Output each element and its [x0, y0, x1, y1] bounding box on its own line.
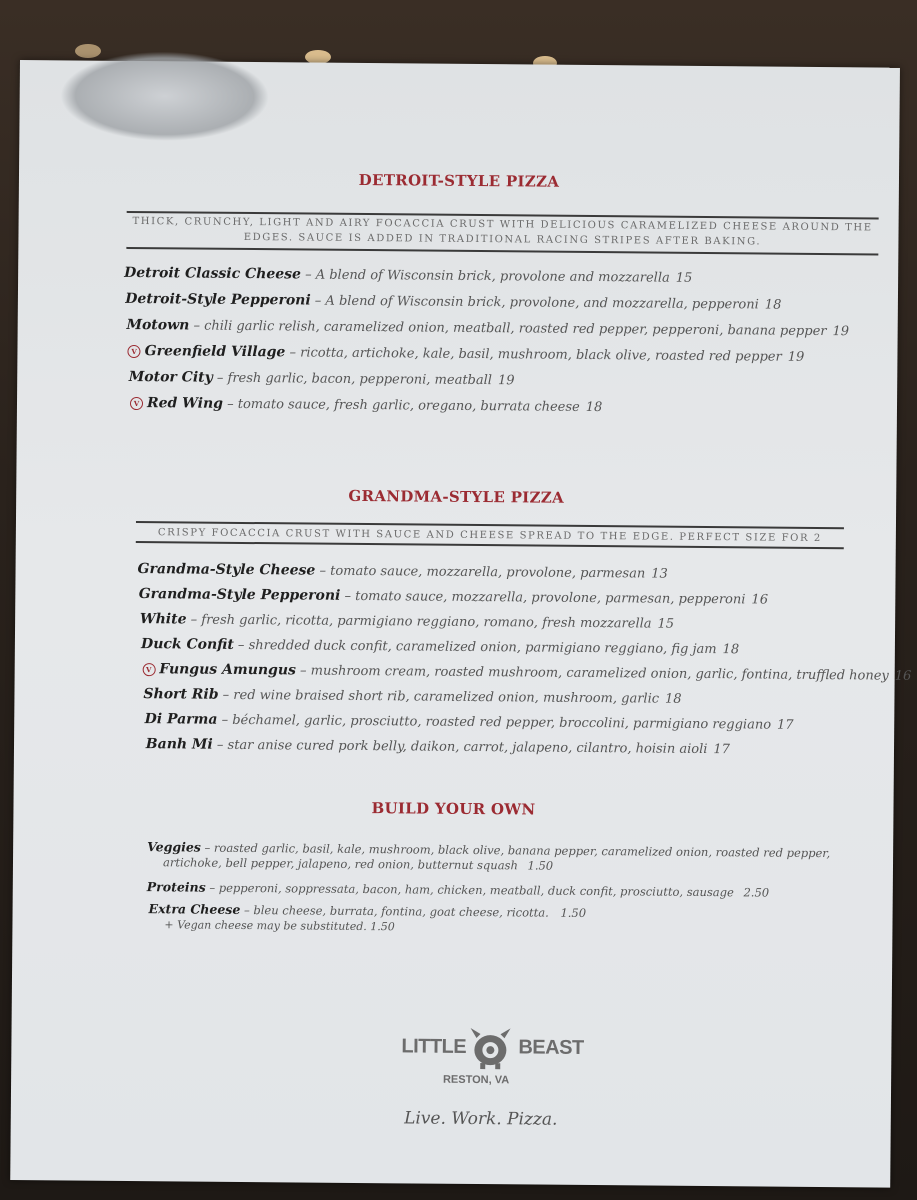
grandma-menu-item [143, 686, 681, 707]
item-price: 18 [722, 642, 740, 658]
veggies-name: Veggies [147, 839, 201, 855]
logo-text-little: LITTLE [401, 1035, 467, 1058]
extra-cheese-name: Extra Cheese [148, 901, 241, 917]
item-name: Fungus Amungus [159, 661, 297, 679]
grandma-section-title: GRANDMA-STYLE PIZZA [348, 486, 565, 507]
slogan: Live. Work. Pizza. [404, 1108, 558, 1130]
detroit-section-title: DETROIT-STYLE PIZZA [358, 170, 560, 191]
item-name: Motor City [128, 368, 213, 386]
grandma-menu-item [139, 586, 768, 607]
glass-glare [59, 50, 270, 142]
item-price: 17 [777, 717, 794, 733]
item-description: – tomato sauce, mozzarella, provolone, parmesan [319, 563, 646, 582]
item-description: – mushroom cream, roasted mushroom, caramelized onion, garlic, fontina, truffled honey [300, 663, 889, 684]
item-price: 16 [894, 668, 912, 684]
ceiling-light-3 [75, 44, 101, 58]
detroit-menu-item [126, 317, 849, 339]
item-name: Banh Mi [145, 736, 213, 753]
menu-sheet [10, 60, 912, 1188]
item-description: – A blend of Wisconsin brick, provolone and mozzarella [305, 267, 670, 286]
item-name: Red Wing [146, 395, 224, 412]
item-price: 13 [651, 566, 668, 582]
grandma-menu-item [146, 736, 730, 757]
veggies-entry [147, 839, 830, 876]
veggies-desc: – roasted garlic, basil, kale, mushroom, black olive, banana pepper, caramelized onion, roasted red pepper, [204, 840, 831, 861]
item-name: Duck Confit [141, 636, 234, 653]
grandma-menu-item [137, 561, 667, 582]
vegetarian-icon: V [130, 397, 143, 410]
item-price: 19 [832, 324, 850, 340]
extra-cheese-entry [148, 901, 586, 936]
item-name: Grandma-Style Pepperoni [138, 586, 341, 604]
item-name: White [139, 611, 187, 628]
extra-cheese-price: 1.50 [560, 905, 587, 920]
logo-text-beast: BEAST [518, 1036, 584, 1059]
proteins-name: Proteins [146, 879, 206, 895]
detroit-menu-item [125, 291, 781, 313]
detroit-tagline-line-2: EDGES. SAUCE IS ADDED IN TRADITIONAL RACING STRIPES AFTER BAKING. [243, 231, 762, 248]
item-name: Detroit Classic Cheese [124, 264, 302, 283]
item-description: – tomato sauce, fresh garlic, oregano, burrata cheese [227, 396, 580, 415]
item-price: 19 [787, 349, 805, 365]
item-price: 16 [751, 592, 769, 608]
item-price: 18 [585, 399, 603, 416]
item-name: Detroit-Style Pepperoni [125, 290, 311, 309]
item-description: – tomato sauce, mozzarella, provolone, parmesan, pepperoni [344, 588, 746, 608]
proteins-desc: – pepperoni, soppressata, bacon, ham, chicken, meatball, duck confit, prosciutto, sausage [209, 880, 734, 900]
item-price: 18 [665, 691, 682, 707]
vegetarian-icon: V [142, 663, 155, 676]
item-name: Grandma-Style Cheese [137, 561, 316, 579]
item-description: – star anise cured pork belly, daikon, carrot, jalapeno, cilantro, hoisin aioli [216, 737, 708, 758]
proteins-entry [147, 879, 769, 900]
extra-cheese-desc: – bleu cheese, burrata, fontina, goat cheese, ricotta. [243, 902, 549, 920]
detroit-menu-item [130, 395, 602, 415]
item-description: – shredded duck confit, caramelized onion, parmigiano reggiano, fig jam [237, 637, 717, 658]
detroit-menu-item [124, 265, 692, 286]
item-description: – chili garlic relish, caramelized onion, meatball, roasted red pepper, pepperoni, banana pepper [193, 318, 827, 340]
beast-mascot-icon [466, 1026, 514, 1070]
item-name: Di Parma [144, 711, 218, 728]
grandma-tagline: CRISPY FOCACCIA CRUST WITH SAUCE AND CHEESE SPREAD TO THE EDGE. PERFECT SIZE FOR 2 [157, 527, 822, 545]
location-label: RESTON, VA [442, 1073, 510, 1087]
item-description: – béchamel, garlic, prosciutto, roasted red pepper, broccolini, parmigiano reggiano [221, 712, 772, 733]
detroit-tagline-line-1: THICK, CRUNCHY, LIGHT AND AIRY FOCACCIA CRUST WITH DELICIOUS CARAMELIZED CHEESE AROUND THE [132, 215, 873, 234]
item-description: – fresh garlic, ricotta, parmigiano reggiano, romano, fresh mozzarella [190, 612, 652, 632]
item-price: 19 [497, 373, 515, 389]
item-name: Motown [126, 316, 190, 334]
grandma-menu-item [141, 636, 739, 657]
build-section-title: BUILD YOUR OWN [371, 799, 536, 819]
vegetarian-icon: V [128, 345, 141, 358]
item-name: Short Rib [143, 686, 219, 703]
detroit-menu-item [129, 369, 515, 388]
veggies-desc-2: artichoke, bell pepper, jalapeno, red onion, butternut squash [162, 855, 518, 873]
grandma-menu-item [145, 711, 794, 733]
item-description: – A blend of Wisconsin brick, provolone, and mozzarella, pepperoni [314, 293, 759, 313]
proteins-price: 2.50 [743, 885, 770, 900]
item-price: 15 [675, 270, 693, 286]
item-description: – fresh garlic, bacon, pepperoni, meatball [216, 370, 493, 389]
detroit-tagline [126, 214, 878, 251]
detroit-menu-item [128, 343, 805, 365]
item-price: 18 [764, 297, 782, 313]
grandma-menu-item [140, 611, 674, 632]
vegan-cheese-note: + Vegan cheese may be substituted. 1.50 [164, 918, 395, 934]
item-description: – ricotta, artichoke, kale, basil, mushroom, black olive, roasted red pepper [289, 345, 782, 365]
grandma-menu-item [142, 661, 911, 684]
item-description: – red wine braised short rib, caramelized onion, mushroom, garlic [222, 687, 660, 707]
veggies-price: 1.50 [527, 858, 554, 873]
item-price: 15 [657, 616, 675, 632]
item-price: 17 [713, 742, 731, 758]
item-name: Greenfield Village [144, 343, 286, 361]
